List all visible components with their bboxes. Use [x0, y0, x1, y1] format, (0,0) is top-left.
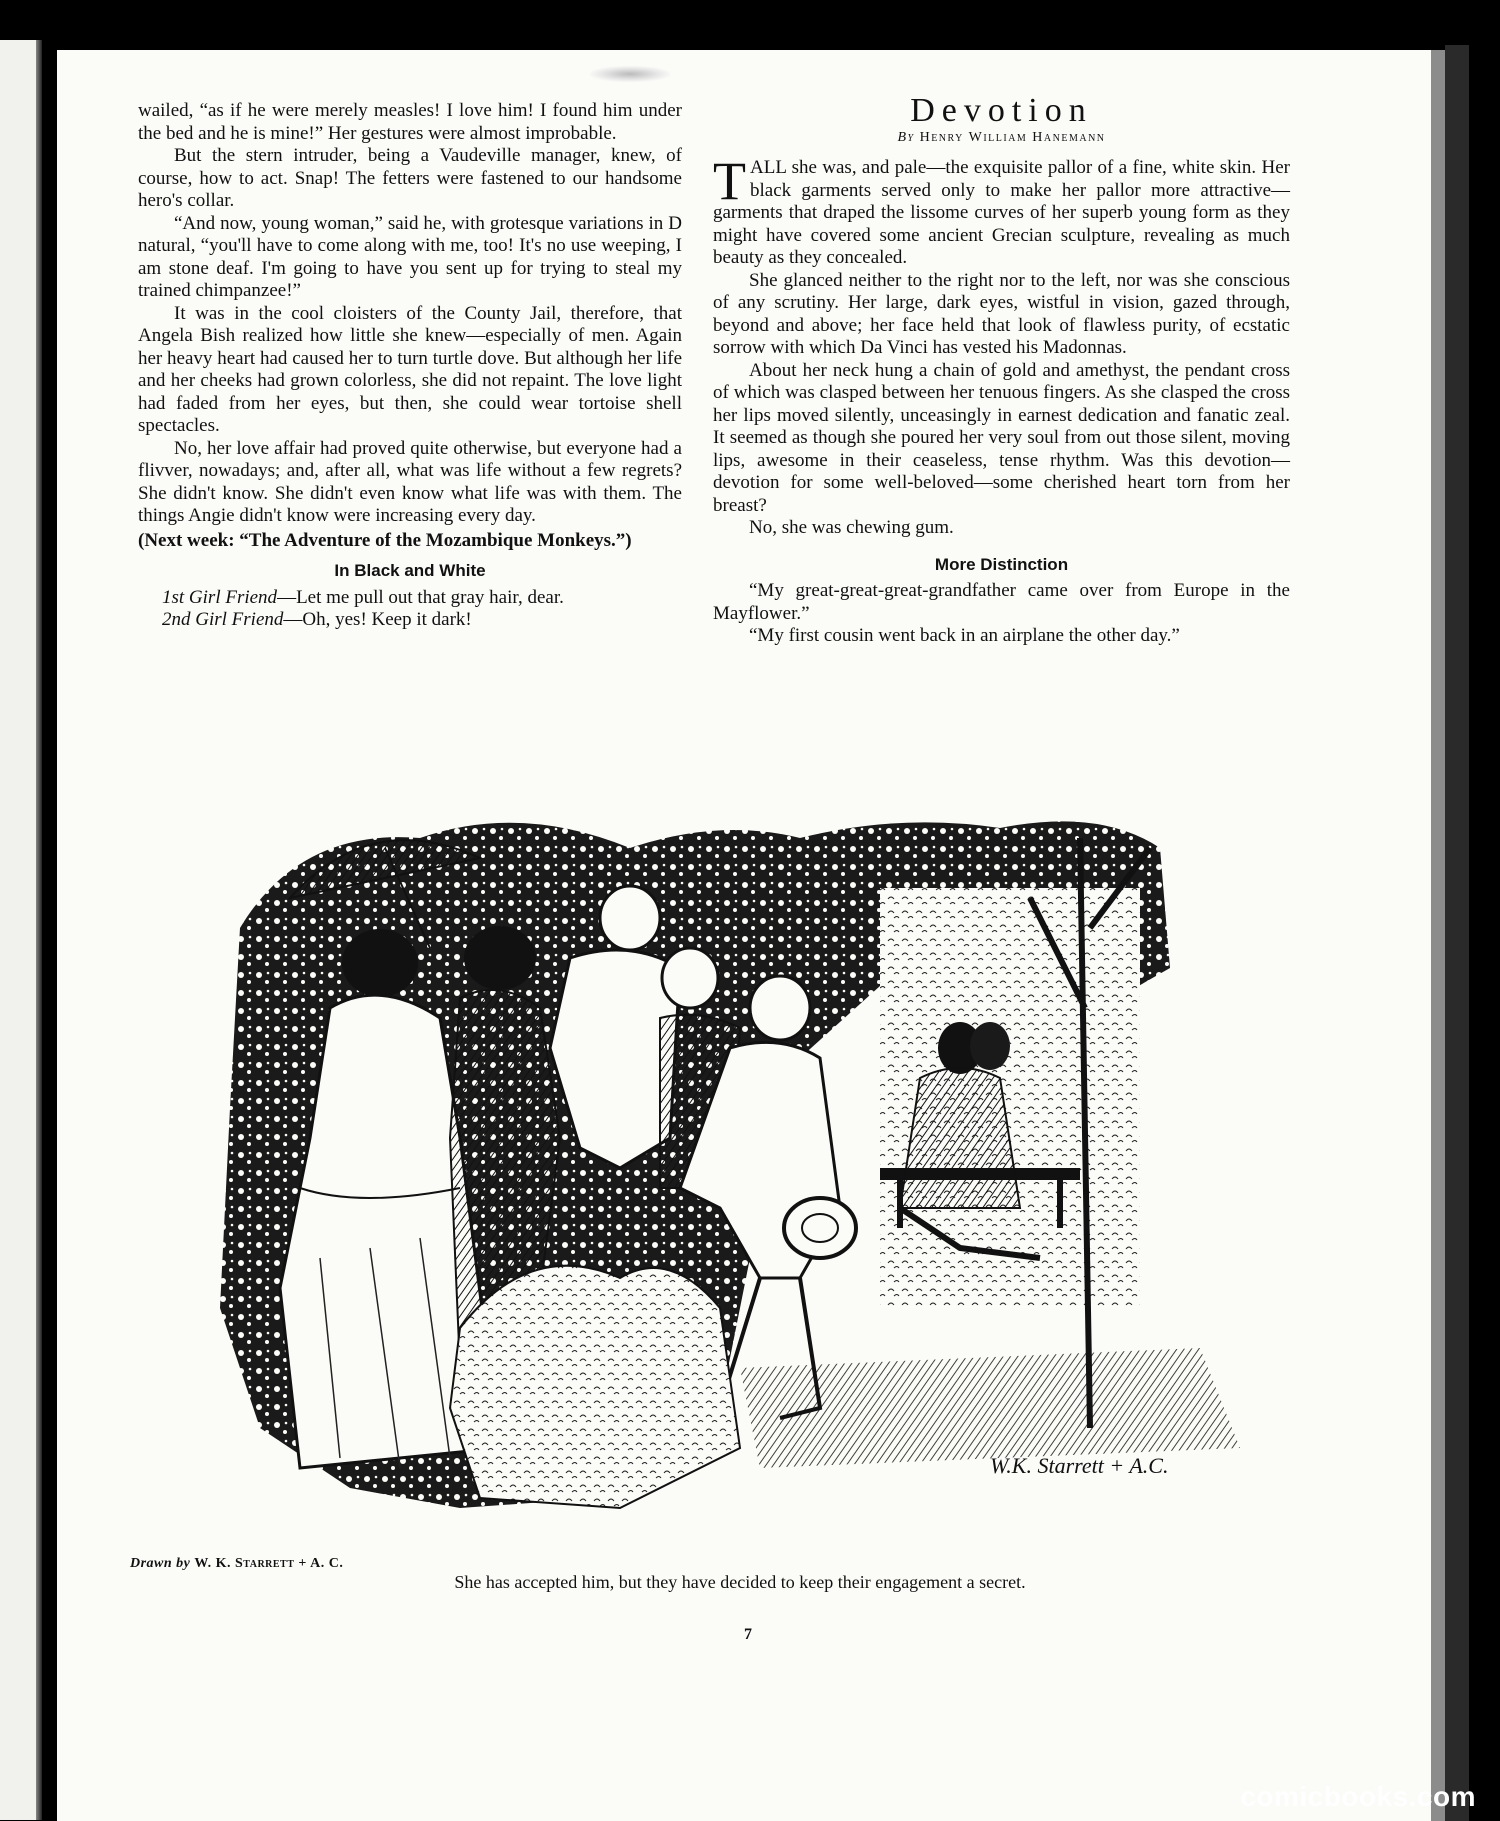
illustration-drawing	[200, 808, 1324, 1533]
next-week-note: (Next week: “The Adventure of the Mozambique Monkeys.”)	[138, 529, 632, 551]
joke-line: “My great-great-great-grandfather came over from Europe in the Mayflower.”	[713, 580, 1290, 624]
author-name: Henry William Hanemann	[919, 129, 1106, 145]
story-paragraph: It was in the cool cloisters of the County Jail, therefore, that Angela Bish realized how little she knew—especially of men. Again her heavy heart had caused her to turn turtle dove. But although her life and her cheeks had grown colorless, she did not repaint. The love light had faded from her eyes, but then, she could wear tortoise shell spectacles.	[138, 302, 682, 436]
story-paragraph: She glanced neither to the right nor to the left, nor was she conscious of any scrutiny. Her large, dark eyes, wistful in vision, gazed through, beyond and above; her face held that look of flawless purity, of ecstatic sorrow with which Da Vinci has vested his Madonnas.	[713, 269, 1290, 358]
left-page-edge	[0, 40, 42, 1820]
binding-edge	[1445, 45, 1469, 1821]
story-paragraph: But the stern intruder, being a Vaudeville manager, knew, of course, how to act. Snap! The fetters were fastened to our handsome hero's collar.	[138, 145, 682, 211]
byline: By Henry William Hanemann	[897, 129, 1106, 145]
joke-heading: More Distinction	[934, 554, 1069, 574]
right-column	[713, 92, 1290, 648]
story-paragraph: TALL she was, and pale—the exquisite pallor of a fine, white skin. Her black garments served only to make her pallor more attractive—garments that draped the lissome curves of her superb young form as they might have covered some ancient Grecian sculpture, revealing as much beauty as they concealed.	[713, 151, 1290, 268]
left-column	[138, 100, 682, 632]
joke-heading: In Black and White	[334, 561, 486, 580]
illustration-caption: She has accepted him, but they have decided to keep their engagement a secret.	[454, 1572, 1026, 1592]
story-title: Devotion	[910, 92, 1093, 129]
joke-line: 1st Girl Friend—Let me pull out that gray hair, dear.	[162, 586, 564, 608]
watermark: comicbooks.com	[1240, 1781, 1476, 1812]
drop-cap: T	[713, 151, 746, 211]
story-paragraph: About her neck hung a chain of gold and amethyst, the pendant cross of which was clasped between her tenuous fingers. As she clasped the cross her lips moved silently, unceasingly in earnest dedication and fanatic zeal. It seemed as though she poured her very soul from out those silent, moving lips, awesome in their ceaseless, tense rhythm. Was this devotion—devotion for some well-beloved—some cherished heart torn from her breast?	[713, 359, 1290, 516]
garden-illustration	[200, 808, 1324, 1533]
artist-signature: W.K. Starrett + A.C.	[990, 1453, 1169, 1478]
joke-line: 2nd Girl Friend—Oh, yes! Keep it dark!	[162, 609, 472, 630]
speaker: 1st Girl Friend	[162, 586, 278, 608]
ink-smudge	[590, 66, 670, 82]
right-page-edge	[1431, 50, 1445, 1821]
speaker: 2nd Girl Friend	[162, 609, 284, 630]
story-paragraph: “And now, young woman,” said he, with grotesque variations in D natural, “you'll have to come along with me, too! It's no use weeping, I am stone deaf. I'm going to have you sent up for trying to steal my trained chimpanzee!”	[138, 212, 682, 301]
story-paragraph: wailed, “as if he were merely measles! I love him! I found him under the bed and he is mine!” Her gestures were almost improbable.	[138, 100, 682, 144]
story-paragraph: No, she was chewing gum.	[749, 517, 954, 538]
page-number: 7	[744, 1626, 752, 1643]
joke-line: “My first cousin went back in an airplane the other day.”	[749, 625, 1180, 646]
story-paragraph: No, her love affair had proved quite otherwise, but everyone had a flivver, nowadays; and, after all, what was life without a few regrets? She didn't know. She didn't even know what life was with them. The things Angie didn't know were increasing every day.	[138, 437, 682, 526]
illustration-credit: Drawn by W. K. Starrett + A. C.	[130, 1556, 344, 1571]
